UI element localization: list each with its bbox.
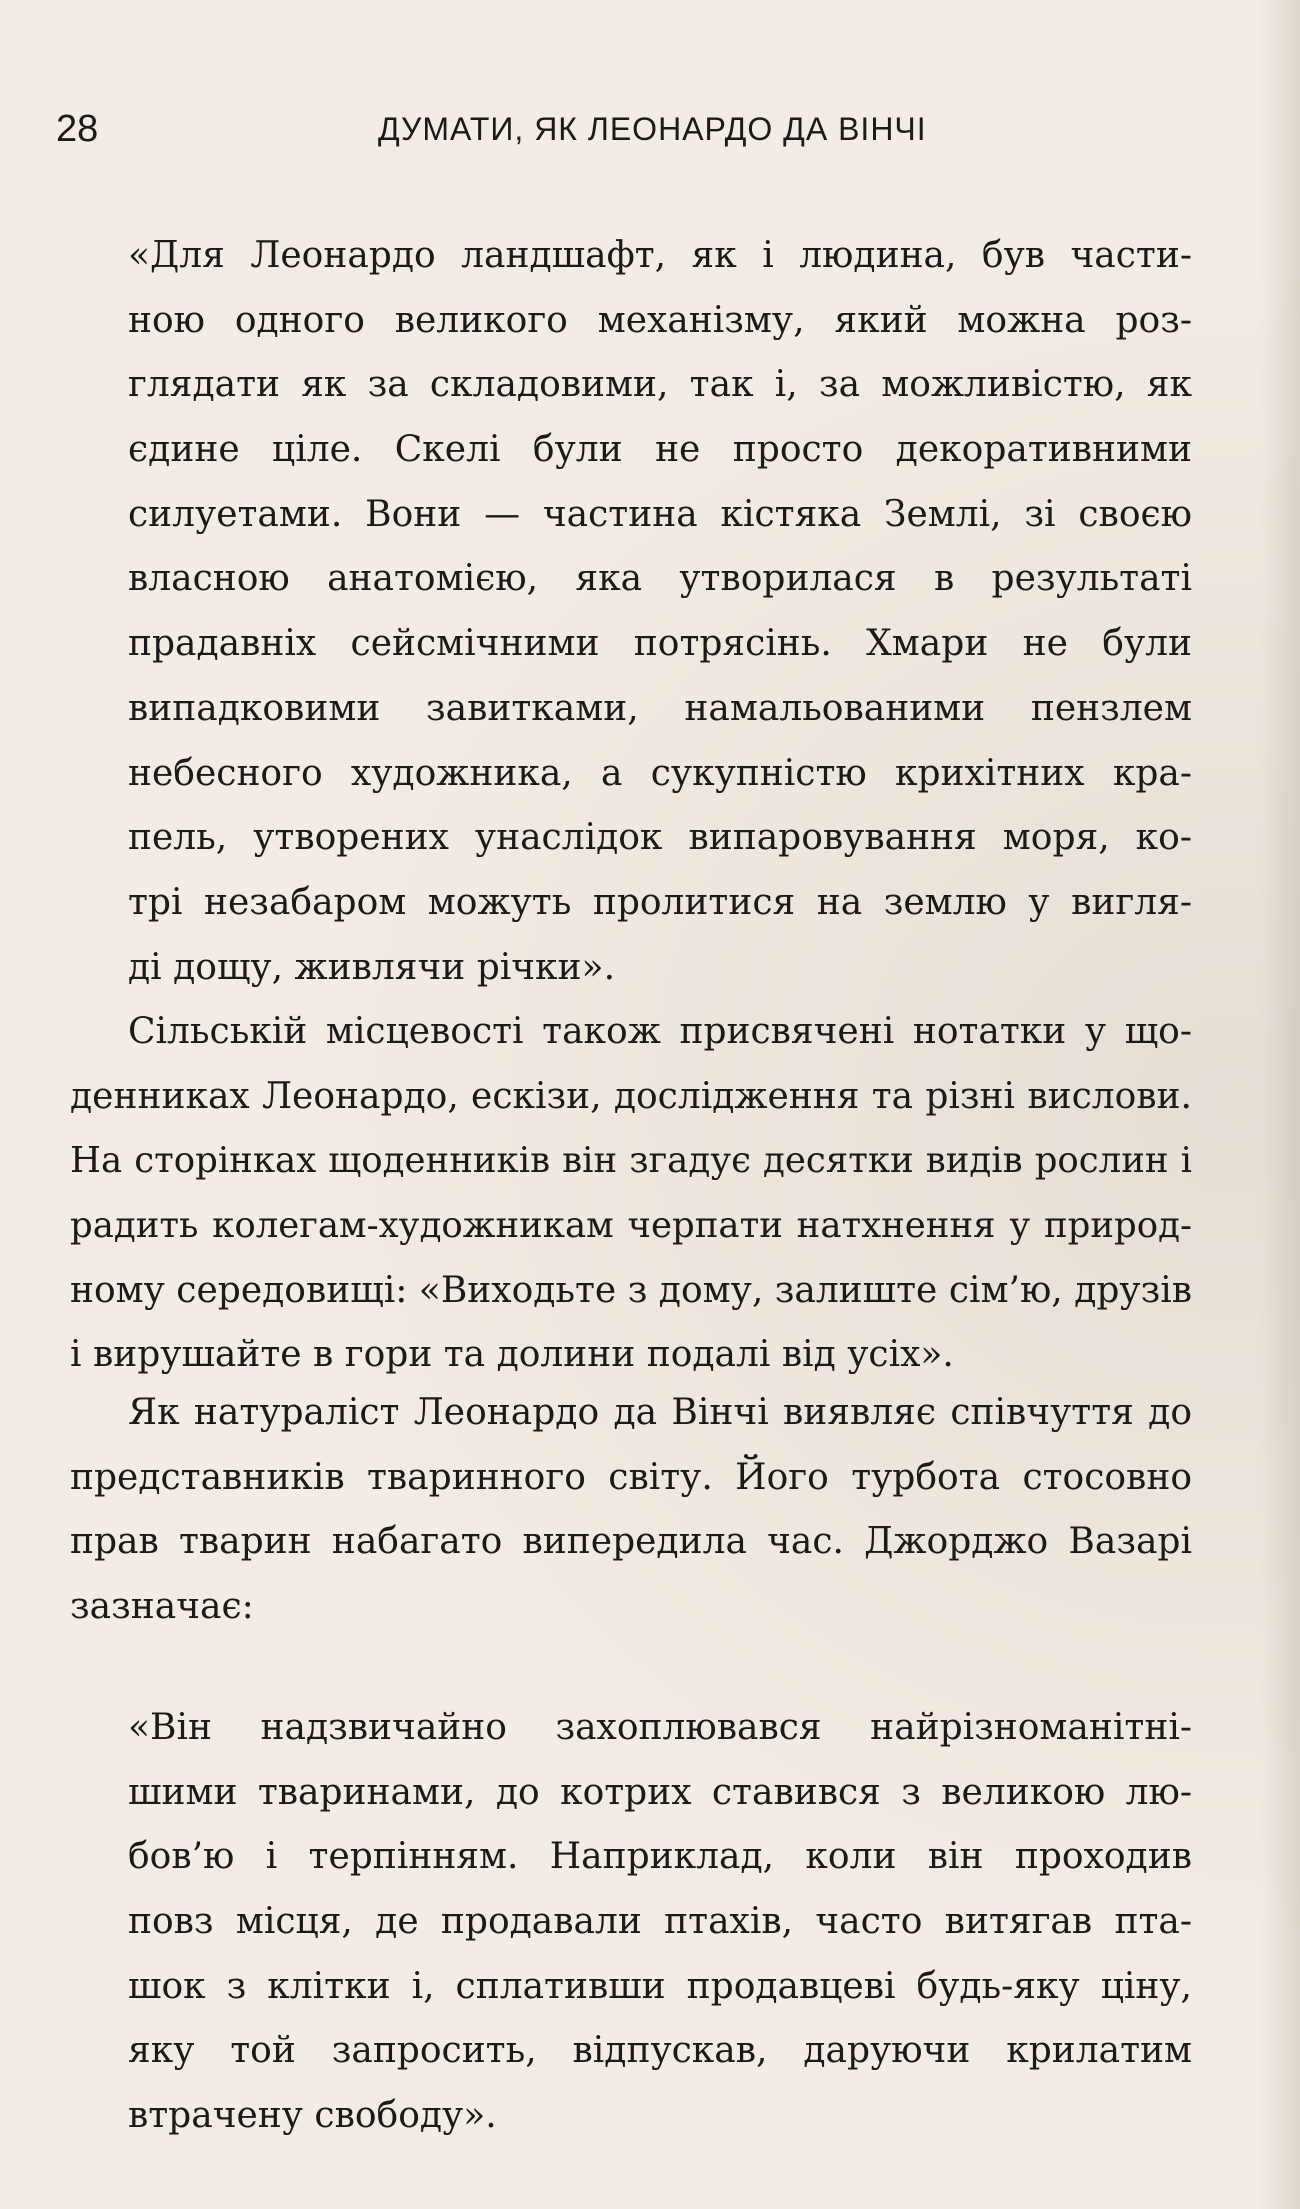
text-line: і вирушайте в гори та долини подалі від усіх». (70, 1334, 954, 1376)
page-header (56, 104, 1246, 154)
text-line: представників тваринного світу. Його турбота стосовно (70, 1456, 1192, 1498)
text-line: прадавніх сейсмічними потрясінь. Хмари не були (128, 623, 1192, 665)
text-line: трі незабаром можуть пролитися на землю у вигля- (128, 881, 1192, 923)
text-line: силуетами. Вони — частина кістяка Землі, зі своєю (128, 493, 1192, 535)
text-line: «Для Леонардо ландшафт, як і людина, був части- (128, 235, 1192, 276)
quote-vasari (128, 1696, 1192, 2149)
text-line: Як натураліст Леонардо да Вінчі виявляє співчуття до (128, 1392, 1192, 1433)
text-line: зазначає: (70, 1586, 254, 1628)
text-line: денниках Леонардо, ескізи, дослідження та різні вислови. (70, 1075, 1192, 1117)
text-line: бов’ю і терпінням. Наприклад, коли він проходив (128, 1836, 1192, 1878)
text-line: глядати як за складовими, так і, за можливістю, як (128, 364, 1192, 406)
text-line: яку той запросить, відпускав, даруючи крилатим (128, 2030, 1192, 2072)
quote-landscape (128, 224, 1192, 1000)
text-line: втрачену свободу». (128, 2095, 497, 2137)
text-line: На сторінках щоденників він згадує десятки видів рослин і (70, 1140, 1192, 1182)
text-line: повз місця, де продавали птахів, часто витягав пта- (128, 1901, 1192, 1943)
page-number: 28 (56, 108, 99, 150)
text-line: власною анатомією, яка утворилася в результаті (128, 558, 1192, 600)
text-line: шок з клітки і, сплативши продавцеві будь-яку ціну, (128, 1965, 1192, 2007)
text-line: небесного художника, а сукупністю крихітних кра- (128, 752, 1192, 794)
text-line: випадковими завитками, намальованими пензлем (128, 687, 1192, 729)
text-line: «Він надзвичайно захоплювався найрізноманітні- (128, 1707, 1192, 1748)
text-line: ною одного великого механізму, який можна роз- (128, 299, 1192, 341)
running-title: ДУМАТИ, ЯК ЛЕОНАРДО ДА ВІНЧІ (378, 111, 927, 147)
text-line: єдине ціле. Скелі були не просто декоративними (128, 429, 1192, 471)
text-line: пель, утворених унаслідок випаровування моря, ко- (128, 817, 1192, 859)
text-line: ному середовищі: «Виходьте з дому, залиште сім’ю, друзів (70, 1269, 1192, 1311)
paragraph-countryside (70, 1000, 1192, 1388)
text-line: шими тваринами, до котрих ставився з великою лю- (128, 1771, 1192, 1813)
text-line: Сільській місцевості також присвячені нотатки у що- (128, 1011, 1192, 1052)
text-line: радить колегам-художникам черпати натхнення у природ- (70, 1205, 1192, 1247)
page-edge-shadow (1260, 0, 1300, 2209)
text-line: ді дощу, живлячи річки». (128, 946, 616, 988)
paragraph-naturalist (70, 1381, 1192, 1640)
text-line: прав тварин набагато випередила час. Джорджо Вазарі (70, 1521, 1192, 1563)
